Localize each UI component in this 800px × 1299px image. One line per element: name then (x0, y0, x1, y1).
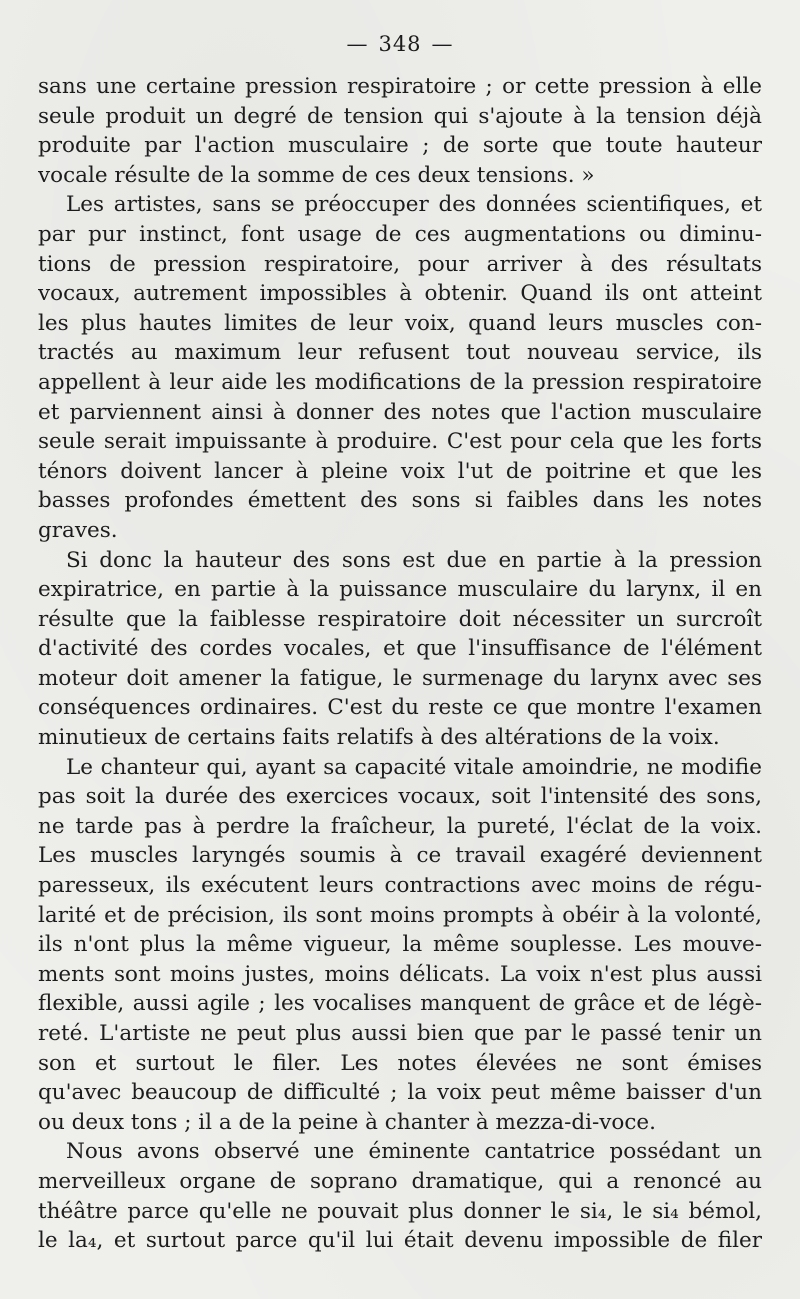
text-line: résulte que la faiblesse respiratoire doit nécessiter un surcroît (38, 606, 762, 632)
text-line: merveilleux organe de soprano dramatique, qui a renoncé au (38, 1168, 762, 1194)
text-line: d'activité des cordes vocales, et que l'insuffisance de l'élément (38, 636, 762, 662)
text-line: appellent à leur aide les modifications de la pression respiratoire (38, 369, 762, 395)
text-line: conséquences ordinaires. C'est du reste ce que montre l'examen (38, 695, 762, 721)
text-line: Si donc la hauteur des sons est due en partie à la pression (66, 547, 762, 573)
text-line: Les muscles laryngés soumis à ce travail exagéré deviennent (38, 843, 762, 869)
body-text (38, 72, 762, 1256)
page-number-value: 348 (378, 32, 422, 56)
text-line: et parviennent ainsi à donner des notes que l'action musculaire (38, 399, 762, 425)
text-line: paresseux, ils exécutent leurs contractions avec moins de régu- (38, 873, 762, 899)
text-line: moteur doit amener la fatigue, le surmenage du larynx avec ses (38, 665, 762, 691)
text-line: produite par l'action musculaire ; de sorte que toute hauteur (38, 133, 762, 159)
text-line: reté. L'artiste ne peut plus aussi bien que par le passé tenir un (38, 1021, 762, 1046)
text-line: tractés au maximum leur refusent tout nouveau service, ils (38, 340, 762, 366)
text-line: pas soit la durée des exercices vocaux, soit l'intensité des sons, (38, 784, 762, 810)
text-line: vocaux, autrement impossibles à obtenir. Quand ils ont atteint (38, 281, 762, 307)
text-line: Le chanteur qui, ayant sa capacité vitale amoindrie, ne modifie (66, 754, 762, 780)
text-line: son et surtout le filer. Les notes élevées ne sont émises (38, 1050, 762, 1076)
text-line: Nous avons observé une éminente cantatrice possédant un (66, 1139, 762, 1165)
text-line: Les artistes, sans se préoccuper des données scientifiques, et (66, 192, 762, 218)
text-line: ou deux tons ; il a de la peine à chanter à mezza-di-voce. (38, 1109, 656, 1135)
text-line: ne tarde pas à perdre la fraîcheur, la pureté, l'éclat de la voix. (38, 813, 762, 839)
text-line: sans une certaine pression respiratoire ; or cette pression à elle (38, 74, 762, 99)
text-line: flexible, aussi agile ; les vocalises manquent de grâce et de légè- (38, 991, 762, 1017)
text-line: vocale résulte de la somme de ces deux tensions. » (38, 162, 595, 188)
text-line: larité et de précision, ils sont moins prompts à obéir à la volonté, (38, 902, 762, 928)
text-line: par pur instinct, font usage de ces augmentations ou diminu- (38, 221, 762, 247)
text-line: ils n'ont plus la même vigueur, la même souplesse. Les mouve- (38, 932, 762, 958)
text-line: minutieux de certains faits relatifs à des altérations de la voix. (38, 725, 720, 751)
text-line: le la₄, et surtout parce qu'il lui était devenu impossible de filer (38, 1228, 762, 1254)
text-line: ténors doivent lancer à pleine voix l'ut de poitrine et que les (38, 458, 762, 484)
text-line: qu'avec beaucoup de difficulté ; la voix peut même baisser d'un (38, 1080, 762, 1106)
text-line: les plus hautes limites de leur voix, quand leurs muscles con- (38, 310, 762, 336)
text-line: seule produit un degré de tension qui s'ajoute à la tension déjà (38, 103, 762, 129)
text-line: basses profondes émettent des sons si faibles dans les notes (38, 488, 762, 514)
text-line: graves. (38, 517, 118, 543)
text-line: seule serait impuissante à produire. C'est pour cela que les forts (38, 429, 762, 455)
text-line: théâtre parce qu'elle ne pouvait plus donner le si₄, le si₄ bémol, (38, 1198, 762, 1224)
page-number: — 348 — (346, 32, 454, 56)
text-line: tions de pression respiratoire, pour arriver à des résultats (38, 251, 762, 277)
text-line: expiratrice, en partie à la puissance musculaire du larynx, il en (38, 577, 762, 603)
text-line: ments sont moins justes, moins délicats. La voix n'est plus aussi (38, 961, 762, 987)
